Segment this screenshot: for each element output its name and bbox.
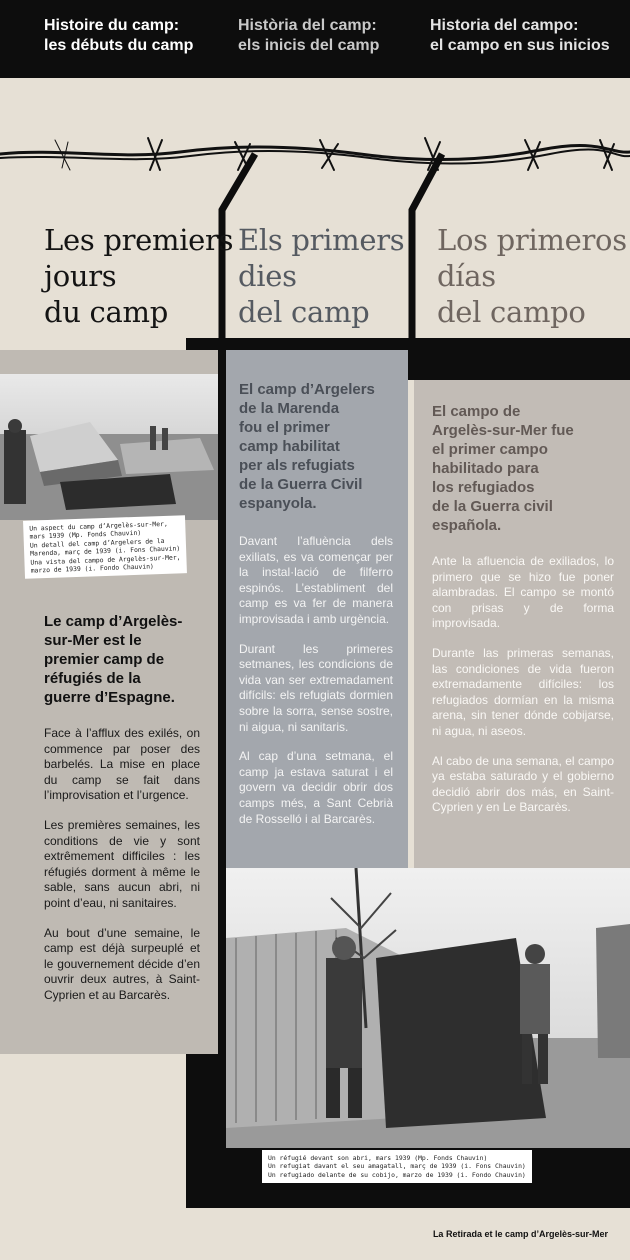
header-title-es: Historia del campo: el campo en sus inicios <box>430 17 610 54</box>
paragraph: Ante la afluencia de exiliados, lo primero que se hizo fue poner alambradas. El campo se montó con prisas y de forma improvisada. <box>432 554 614 631</box>
lead-ca: El camp d’Argelers de la Marenda fou el primer camp habilitat per als refugiats de la Guerra Civil espanyola. <box>239 381 375 512</box>
column-es <box>414 380 630 868</box>
lead-es: El campo de Argelès-sur-Mer fue el primer campo habilitado para los refugiados de la Guerra civil española. <box>432 403 574 534</box>
frame-bar-right <box>408 338 630 380</box>
footer-credit: La Retirada et le camp d’Argelès-sur-Mer <box>432 1229 608 1239</box>
paragraph: Les premières semaines, les conditions de vie y sont extrêmement difficiles : les réfugiés dorment à même le sable, sans aucun abri, ni point d’eau, ni sanitaires. <box>44 817 200 910</box>
paragraph: Al cabo de una semana, el campo ya estaba saturado y el gobierno decidió abrir dos más, en Saint-Cyprien y en Le Barcarès. <box>432 753 614 815</box>
body-fr <box>44 726 200 1018</box>
photo-caption-top: Un aspect du camp d’Argelès-sur-Mer, mars 1939 (Mp. Fonds Chauvin) Un detall del camp d’Argelers de la Marenda, març de 1939 (i. Fons Chauvin) Una vista del campo de Argelès-sur-Mer, marzo de 1939 (i. Fondo Chauvin) <box>23 515 187 579</box>
body-es <box>432 554 614 830</box>
section-title-ca: Els primers dies del camp <box>238 223 405 329</box>
paragraph: Durant les primeres setmanes, les condicions de vida van ser extremadament difícils: els refugiats dormien sobre la sorra, sense sostre, ni aigua, ni sanitaris. <box>239 641 393 734</box>
section-title-fr: Les premiers jours du camp <box>44 223 234 329</box>
photo-caption-bottom: Un réfugié devant son abri, mars 1939 (Mp. Fonds Chauvin) Un refugiat davant el seu amagatall, març de 1939 (i. Fons Chauvin) Un refugiado delante de su cobijo, marzo de 1939 (i. Fondo Chauvin) <box>262 1150 532 1183</box>
section-title-es: Los primeros días del campo <box>437 223 627 329</box>
paragraph: Davant l’afluència dels exiliats, es va començar per la instal·lació de filferro espinós. L’establiment del camp es va fer de manera improvisada i amb urgència. <box>239 534 393 626</box>
paragraph: Face à l’afflux des exilés, on commence par poser des barbelés. La mise en place du camp se fait dans l’improvisation et l’urgence. <box>44 726 200 803</box>
paragraph: Al cap d’una setmana, el camp ja estava saturat i el govern va decidir obrir dos camps més, a Sant Cebrià de Rosselló i al Barcarès. <box>239 749 393 826</box>
header-bar <box>0 0 630 78</box>
paragraph: Au bout d’une semaine, le camp est déjà surpeuplé et le gouvernement décide d’en ouvrir deux autres, à Saint-Cyprien et au Barcarès. <box>44 925 200 1002</box>
header-title-fr: Histoire du camp: les débuts du camp <box>44 17 194 54</box>
refugee-photo <box>226 868 630 1148</box>
body-ca <box>239 534 393 841</box>
camp-photo <box>0 374 218 520</box>
paragraph: Durante las primeras semanas, las condiciones de vida fueron extremadamente difíciles: los refugiados dormían en la misma arena, sin tener dónde cobijarse, ni agua, ni aseos. <box>432 645 614 738</box>
column-ca <box>226 350 408 868</box>
lead-fr: Le camp d’Argelès- sur-Mer est le premier camp de réfugiés de la guerre d’Espagne. <box>44 613 183 706</box>
header-title-ca: Història del camp: els inicis del camp <box>238 17 380 54</box>
